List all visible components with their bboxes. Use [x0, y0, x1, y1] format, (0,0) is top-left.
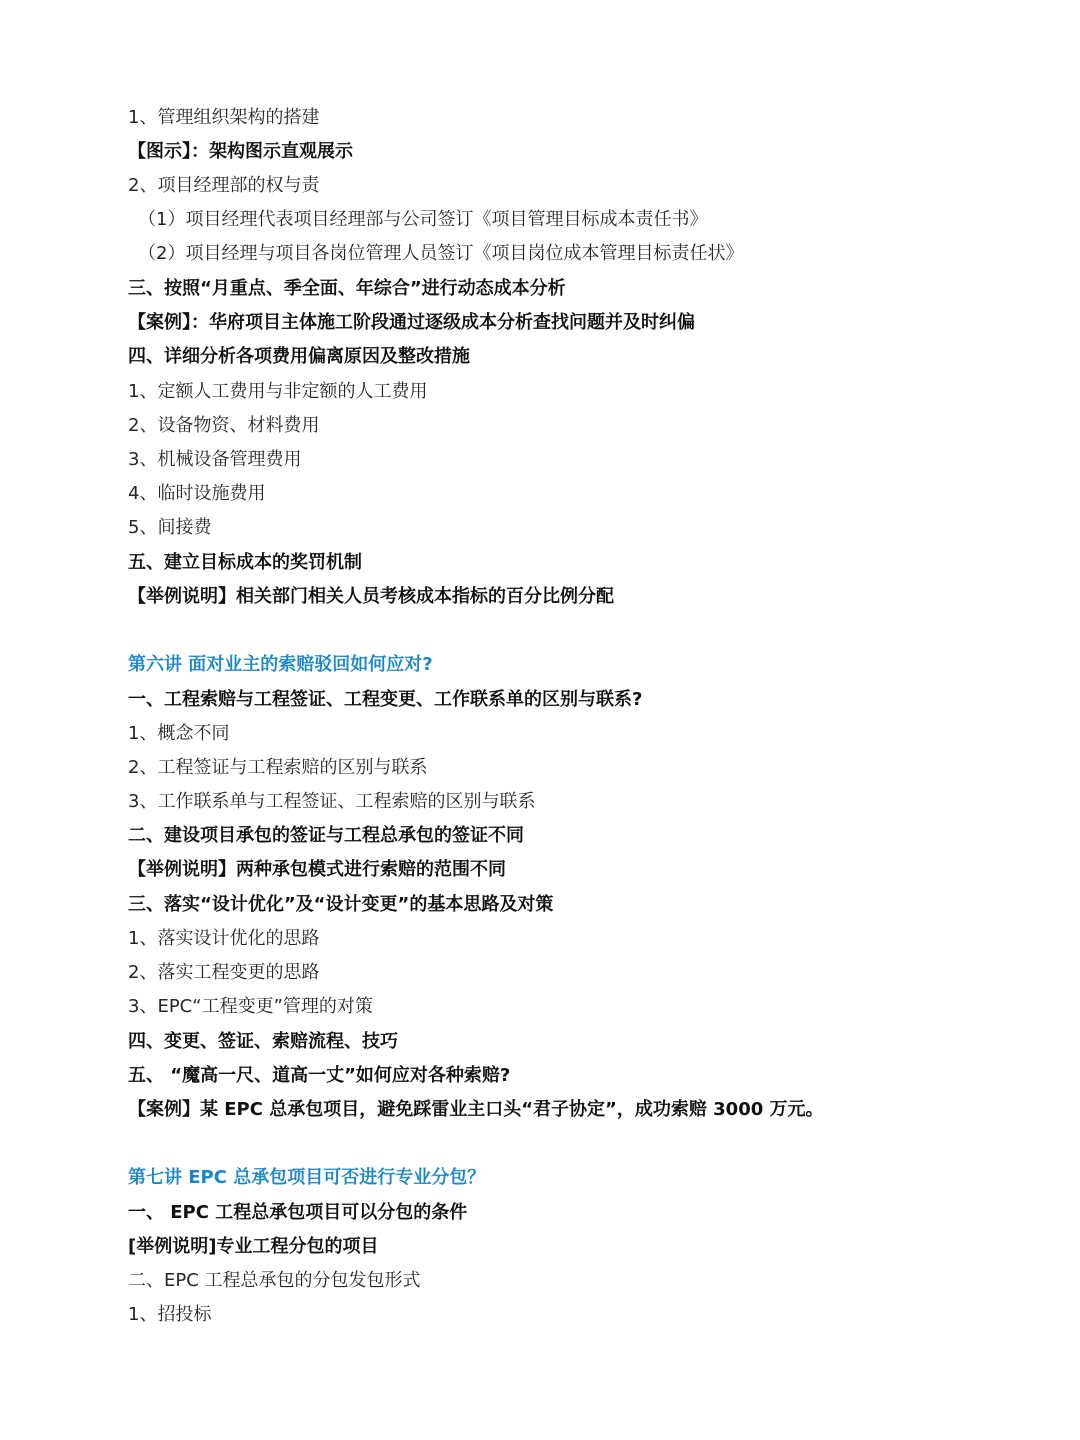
list-item: 3、机械设备管理费用	[128, 449, 302, 470]
section-heading: 二、建设项目承包的签证与工程总承包的签证不同	[128, 825, 524, 846]
list-item: 2、落实工程变更的思路	[128, 962, 320, 983]
list-item: 1、定额人工费用与非定额的人工费用	[128, 381, 428, 402]
list-item: 4、临时设施费用	[128, 483, 266, 504]
section-heading: 五、建立目标成本的奖罚机制	[128, 552, 362, 573]
section-heading: 三、按照“月重点、季全面、年综合”进行动态成本分析	[128, 278, 566, 299]
section-heading: 一、 EPC 工程总承包项目可以分包的条件	[128, 1202, 468, 1223]
section-heading: 三、落实“设计优化”及“设计变更”的基本思路及对策	[128, 894, 554, 915]
list-item: 1、落实设计优化的思路	[128, 928, 320, 949]
list-item: 2、项目经理部的权与责	[128, 175, 320, 196]
list-item: 1、招投标	[128, 1304, 212, 1325]
list-item: 2、工程签证与工程索赔的区别与联系	[128, 757, 428, 778]
diagram-note: 【图示】：架构图示直观展示	[128, 141, 353, 162]
list-item: 2、设备物资、材料费用	[128, 415, 320, 436]
section-heading: 五、 “魔高一尺、道高一丈”如何应对各种索赔?	[128, 1065, 511, 1086]
list-item: 5、间接费	[128, 517, 212, 538]
example-note: [举例说明]专业工程分包的项目	[128, 1236, 379, 1257]
list-item: 1、概念不同	[128, 723, 230, 744]
lecture-title: 第六讲 面对业主的索赔驳回如何应对?	[128, 654, 433, 675]
list-item: 3、EPC“工程变更”管理的对策	[128, 996, 373, 1017]
lecture-title: 第七讲 EPC 总承包项目可否进行专业分包？	[128, 1167, 486, 1188]
section-heading: 一、工程索赔与工程签证、工程变更、工作联系单的区别与联系?	[128, 689, 643, 710]
section-heading: 四、详细分析各项费用偏离原因及整改措施	[128, 346, 470, 367]
list-subitem: （2）项目经理与项目各岗位管理人员签订《项目岗位成本管理目标责任状》	[138, 243, 744, 264]
case-note: 【案例】：华府项目主体施工阶段通过逐级成本分析查找问题并及时纠偏	[128, 312, 695, 333]
section-heading: 四、变更、签证、索赔流程、技巧	[128, 1031, 398, 1052]
example-note: 【举例说明】两种承包模式进行索赔的范围不同	[128, 859, 506, 880]
list-item: 3、工作联系单与工程签证、工程索赔的区别与联系	[128, 791, 536, 812]
example-note: 【举例说明】相关部门相关人员考核成本指标的百分比例分配	[128, 586, 614, 607]
section-heading: 二、EPC 工程总承包的分包发包形式	[128, 1270, 421, 1291]
list-subitem: （1）项目经理代表项目经理部与公司签订《项目管理目标成本责任书》	[138, 209, 708, 230]
list-item: 1、管理组织架构的搭建	[128, 107, 320, 128]
case-note: 【案例】某 EPC 总承包项目，避免踩雷业主口头“君子协定”，成功索赔 3000 万元。	[128, 1099, 824, 1120]
